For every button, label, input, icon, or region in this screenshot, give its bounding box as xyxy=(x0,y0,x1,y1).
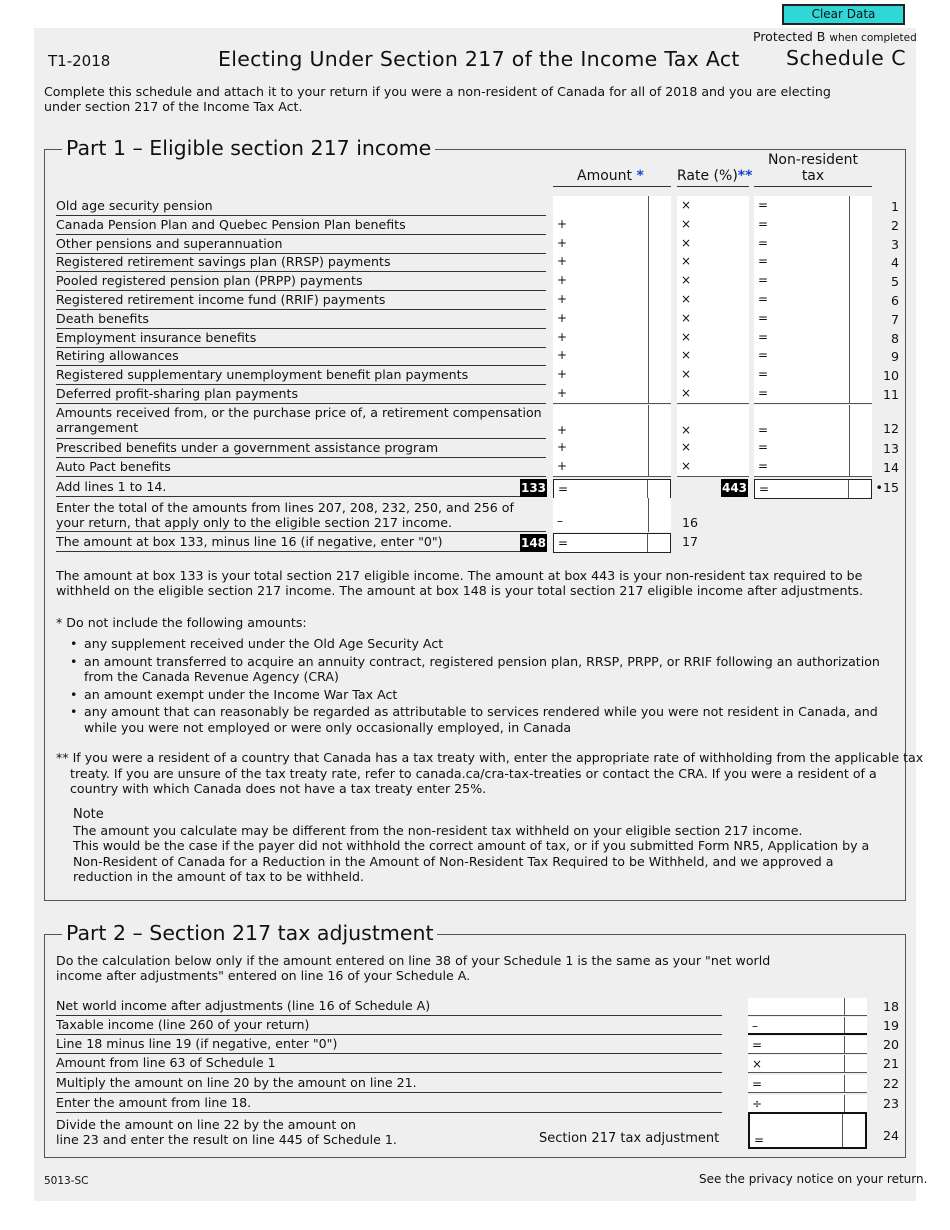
adjustment-row-label: Net world income after adjustments (line 16 of Schedule A) xyxy=(56,998,722,1016)
line-number: 22 xyxy=(882,1076,899,1091)
schedule-label: Schedule C xyxy=(786,46,907,70)
part1-title: Part 1 – Eligible section 217 income xyxy=(62,136,435,160)
rate-input[interactable]: × xyxy=(677,405,749,439)
line17-label: The amount at box 133, minus line 16 (if negative, enter "0") xyxy=(56,534,546,552)
tax-input[interactable]: = xyxy=(754,346,872,366)
amount-input[interactable]: + xyxy=(553,290,671,310)
tax-input[interactable]: = xyxy=(754,215,872,235)
tax-input[interactable]: = xyxy=(754,196,872,216)
excluded-amounts-list xyxy=(70,636,896,737)
rate-input[interactable]: × xyxy=(677,196,749,216)
tax-input[interactable]: = xyxy=(754,271,872,291)
line-number: •15 xyxy=(875,480,899,495)
line-number: 17 xyxy=(682,534,699,549)
income-row-label: Registered retirement savings plan (RRSP) payments xyxy=(56,254,546,272)
line-number: 7 xyxy=(890,312,899,327)
line24-label: Divide the amount on line 22 by the amount on line 23 and enter the result on line 445 of Schedule 1. xyxy=(56,1117,397,1147)
line-number: 19 xyxy=(882,1018,899,1033)
amount-input[interactable]: + xyxy=(553,234,671,254)
adjustment-row-label: Enter the amount from line 18. xyxy=(56,1095,722,1113)
rate-input[interactable]: × xyxy=(677,252,749,272)
line-number: 9 xyxy=(890,349,899,364)
rate-input[interactable]: × xyxy=(677,346,749,366)
amount-input[interactable]: + xyxy=(553,405,671,439)
box-443: 443 xyxy=(721,481,748,495)
line16-label: Enter the total of the amounts from lines 207, 208, 232, 250, and 256 of your return, that apply only to the eligible section 217 income. xyxy=(56,500,546,532)
adjustment-row-label: Taxable income (line 260 of your return) xyxy=(56,1017,722,1035)
income-row-label: Registered retirement income fund (RRIF) payments xyxy=(56,292,546,310)
list-item: • any amount that can reasonably be regarded as attributable to services rendered while you were not resident in Canada, and while you were not employed or were only occasionally employed, in Canada xyxy=(70,704,896,735)
line-number: 14 xyxy=(882,460,899,475)
income-row-label: Employment insurance benefits xyxy=(56,330,546,348)
intro-text: Complete this schedule and attach it to your return if you were a non-resident of Canada for all of 2018 and you are electing under section 217 of the Income Tax Act. xyxy=(44,84,831,114)
list-item: • an amount exempt under the Income War Tax Act xyxy=(70,687,896,703)
line-number: 6 xyxy=(890,293,899,308)
amount-input[interactable]: + xyxy=(553,252,671,272)
line15-amount-input[interactable]: = xyxy=(553,479,671,499)
line-number: 16 xyxy=(682,515,699,530)
rate-input[interactable]: × xyxy=(677,271,749,291)
box-133: 133 xyxy=(520,481,547,495)
income-row-label: Prescribed benefits under a government assistance program xyxy=(56,440,546,458)
rate-input[interactable]: × xyxy=(677,438,749,458)
protected-label: Protected B when completed xyxy=(753,29,917,44)
col-amount-header: Amount * xyxy=(577,168,644,184)
tax-input[interactable]: = xyxy=(754,252,872,272)
privacy-notice: See the privacy notice on your return. xyxy=(699,1172,928,1186)
line-number: 20 xyxy=(882,1037,899,1052)
amount-input[interactable] xyxy=(553,196,671,216)
page-title: Electing Under Section 217 of the Income Tax Act xyxy=(218,47,740,71)
part2-intro: Do the calculation below only if the amount entered on line 38 of your Schedule 1 is the same as your "net world income after adjustments" entered on line 16 of your Schedule A. xyxy=(56,953,771,983)
part2-title: Part 2 – Section 217 tax adjustment xyxy=(62,921,437,945)
line-number: 2 xyxy=(890,218,899,233)
clear-data-button[interactable]: Clear Data xyxy=(782,4,905,25)
line15-label: Add lines 1 to 14. xyxy=(56,479,546,497)
income-row-label: Pooled registered pension plan (PRPP) payments xyxy=(56,273,546,291)
rate-input[interactable]: × xyxy=(677,384,749,404)
amount-input[interactable]: + xyxy=(553,309,671,329)
line-number: 10 xyxy=(882,368,899,383)
line15-tax-input[interactable]: = xyxy=(754,479,872,499)
box-148: 148 xyxy=(520,536,547,550)
income-row-label: Canada Pension Plan and Quebec Pension Plan benefits xyxy=(56,217,546,235)
line-number: 21 xyxy=(882,1056,899,1071)
amount-input[interactable]: + xyxy=(553,384,671,404)
line-number: 11 xyxy=(882,387,899,402)
rate-input[interactable]: × xyxy=(677,365,749,385)
income-row-label: Death benefits xyxy=(56,311,546,329)
amount-input[interactable]: + xyxy=(553,438,671,458)
tax-input[interactable]: = xyxy=(754,457,872,477)
amount-input[interactable]: + xyxy=(553,215,671,235)
tax-input[interactable]: = xyxy=(754,365,872,385)
tax-input[interactable]: = xyxy=(754,405,872,439)
line-number: 23 xyxy=(882,1096,899,1111)
col-rate-header: Rate (%)** xyxy=(677,168,753,184)
line16-input[interactable]: – xyxy=(553,498,671,532)
income-row-label: Other pensions and superannuation xyxy=(56,236,546,254)
amount-input[interactable]: + xyxy=(553,271,671,291)
adjustment-input[interactable]: – xyxy=(748,1017,867,1035)
adjustment-row-label: Line 18 minus line 19 (if negative, enter "0") xyxy=(56,1036,722,1054)
adjustment-row-label: Multiply the amount on line 20 by the amount on line 21. xyxy=(56,1075,722,1093)
amount-input[interactable]: + xyxy=(553,346,671,366)
tax-input[interactable]: = xyxy=(754,234,872,254)
tax-input[interactable]: = xyxy=(754,309,872,329)
note-block: Note The amount you calculate may be different from the non-resident tax withheld on your eligible section 217 income. This would be the case if the payer did not withhold the correct amount of tax, or if you submitted Form NR5, Application by a Non-Resident of Canada for a Reduction in the Amount of Non-Resident Tax Required to be Withheld, and we approved a reduction in the amount of tax to be withheld. xyxy=(73,807,870,884)
income-row-label: Registered supplementary unemployment benefit plan payments xyxy=(56,367,546,385)
income-row-label: Deferred profit-sharing plan payments xyxy=(56,386,546,404)
header-rule xyxy=(677,186,749,187)
double-star-note: ** If you were a resident of a country that Canada has a tax treaty with, enter the appropriate rate of withholding from the applicable tax treaty. If you are unsure of the tax treaty rate, refer to canada.ca/cra-tax-treaties or contact the CRA. If you were a resident of a country with which Canada does not have a tax treaty enter 25%. xyxy=(56,750,924,796)
line-number: 5 xyxy=(890,274,899,289)
line-number: 4 xyxy=(890,255,899,270)
adjustment-input[interactable]: = xyxy=(748,1036,867,1054)
list-item: • any supplement received under the Old Age Security Act xyxy=(70,636,896,652)
adjustment-input[interactable]: × xyxy=(748,1055,867,1073)
line-number: 24 xyxy=(882,1128,899,1143)
line-number: 18 xyxy=(882,999,899,1014)
line-number: 1 xyxy=(890,199,899,214)
list-item: • an amount transferred to acquire an annuity contract, registered pension plan, RRSP, PRPP, or RRIF following an authorization from the Canada Revenue Agency (CRA) xyxy=(70,654,896,685)
rate-input[interactable]: × xyxy=(677,215,749,235)
amount-input[interactable]: + xyxy=(553,457,671,477)
rate-input[interactable]: × xyxy=(677,309,749,329)
col-tax-header: Non-resident tax xyxy=(767,152,859,184)
amount-input[interactable]: + xyxy=(553,328,671,348)
income-row-label: Retiring allowances xyxy=(56,348,546,366)
line-number: 3 xyxy=(890,237,899,252)
income-row-label: Old age security pension xyxy=(56,198,546,216)
tax-input[interactable]: = xyxy=(754,290,872,310)
rate-input[interactable]: × xyxy=(677,290,749,310)
rate-input[interactable]: × xyxy=(677,234,749,254)
line24-caption: Section 217 tax adjustment xyxy=(539,1131,720,1146)
rate-input[interactable]: × xyxy=(677,457,749,477)
form-id: T1-2018 xyxy=(48,52,111,70)
line-number: 12 xyxy=(882,421,899,436)
star-note: * Do not include the following amounts: xyxy=(56,615,307,630)
header-rule xyxy=(754,186,872,187)
header-rule xyxy=(553,186,671,187)
tax-input[interactable]: = xyxy=(754,384,872,404)
line24-input[interactable]: = xyxy=(748,1112,867,1149)
adjustment-input[interactable]: ÷ xyxy=(748,1095,867,1113)
adjustment-input[interactable] xyxy=(748,998,867,1016)
tax-input[interactable]: = xyxy=(754,328,872,348)
summary-text: The amount at box 133 is your total section 217 eligible income. The amount at box 443 is your non-resident tax required to be withheld on the eligible section 217 income. The amount at box 148 is your total section 217 eligible income after adjustments. xyxy=(56,568,863,598)
tax-input[interactable]: = xyxy=(754,438,872,458)
adjustment-input[interactable]: = xyxy=(748,1075,867,1093)
amount-input[interactable]: + xyxy=(553,365,671,385)
line-number: 13 xyxy=(882,441,899,456)
income-row-label: Auto Pact benefits xyxy=(56,459,546,477)
line-number: 8 xyxy=(890,331,899,346)
adjustment-row-label: Amount from line 63 of Schedule 1 xyxy=(56,1055,722,1073)
line17-input[interactable]: = xyxy=(553,533,671,553)
rate-input[interactable]: × xyxy=(677,328,749,348)
form-code: 5013-SC xyxy=(44,1175,89,1187)
income-row-label: Amounts received from, or the purchase price of, a retirement compensation arrangement xyxy=(56,405,546,439)
